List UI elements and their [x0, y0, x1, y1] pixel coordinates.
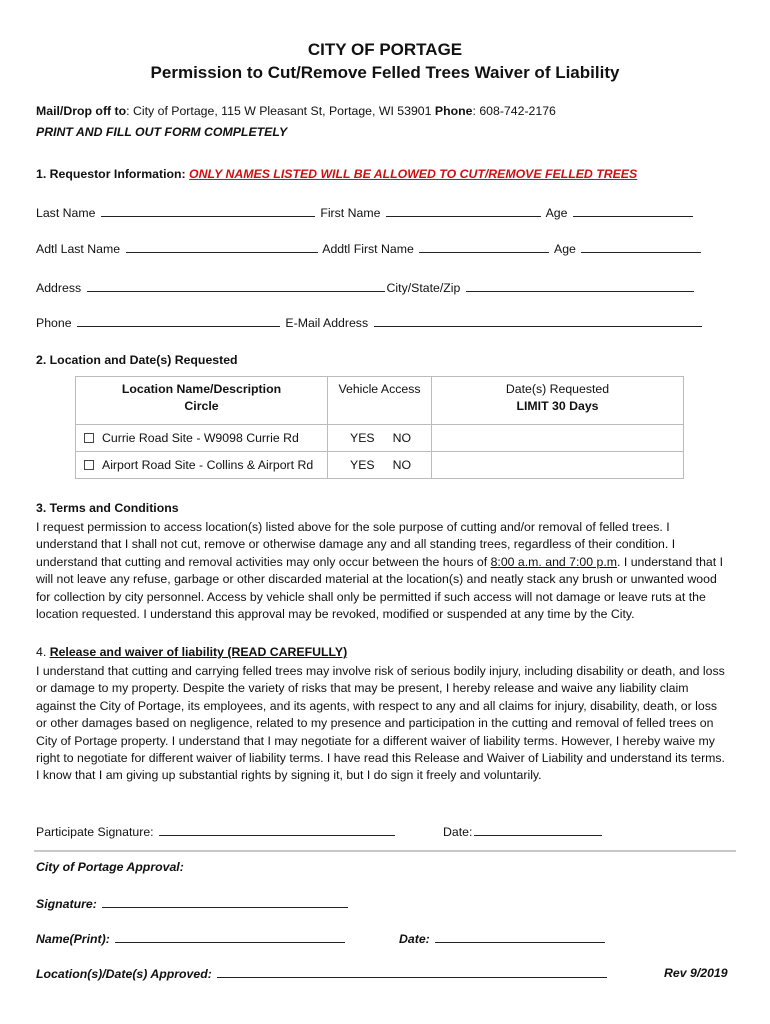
addtl-first-name-label: Addtl First Name	[322, 242, 414, 256]
mail-address: : City of Portage, 115 W Pleasant St, Portage, WI 53901	[126, 104, 432, 118]
release-line: I understand that cutting and carrying felled trees may involve risk of serious bodily injury, including disability or death, and loss	[36, 664, 725, 678]
vehicle-cell	[328, 452, 432, 479]
terms-line: understand that I shall not cut, remove or otherwise damage any and all standing trees, regardless of their condition. I	[36, 537, 676, 552]
col-location-circle: Circle	[184, 399, 219, 413]
section4-heading-line	[36, 645, 347, 659]
participant-signature-row	[36, 824, 397, 839]
release-line: right to negotiate for different waiver of liability terms. I have read this Release and Waiver of Liability and understand its terms.	[36, 751, 725, 766]
dates-cell[interactable]	[432, 452, 684, 479]
divider	[34, 850, 736, 852]
first-name-field[interactable]	[386, 205, 541, 217]
participant-date-row	[443, 824, 604, 839]
table-row	[76, 425, 684, 452]
col-location-header	[76, 377, 328, 425]
addtl-last-name-field[interactable]	[126, 241, 318, 253]
phone-label: Phone	[434, 104, 473, 118]
location-table	[75, 376, 684, 479]
location-cell	[76, 452, 328, 479]
mail-line	[36, 104, 556, 118]
page-title: CITY OF PORTAGE	[307, 40, 463, 59]
vehicle-no[interactable]: NO	[392, 458, 412, 472]
terms-line: will not leave any refuse, garbage or other discarded material at the location(s) and neatly stack any brush or unwanted wood	[36, 572, 717, 587]
address-label: Address	[36, 281, 82, 295]
vehicle-yes[interactable]: YES	[350, 458, 375, 472]
terms-line: for collection by city personnel. Access by vehicle shall only be permitted if such access will not damage or leave ruts at the	[36, 589, 706, 604]
release-line: or other damages based on negligence, related to my presence and participation in the cutting and removal of felled trees on	[36, 716, 714, 731]
vehicle-cell	[328, 425, 432, 452]
approval-locations-label: Location(s)/Date(s) Approved:	[36, 967, 212, 981]
terms-line: location requested. I understand this approval may be revoked, modified or suspended at any time by the City.	[36, 607, 635, 622]
location-cell	[76, 425, 328, 452]
row-address	[36, 280, 696, 295]
participant-date-field[interactable]	[474, 824, 602, 836]
addtl-first-name-field[interactable]	[419, 241, 549, 253]
email-field[interactable]	[374, 315, 702, 327]
terms-text: . I understand that I	[617, 554, 723, 569]
age-field[interactable]	[573, 205, 693, 217]
approval-date-row	[399, 931, 607, 946]
approval-name-row	[36, 931, 347, 946]
col-dates-header	[432, 377, 684, 425]
approval-signature-field[interactable]	[102, 896, 348, 908]
section3-heading: 3. Terms and Conditions	[36, 501, 179, 515]
approval-name-field[interactable]	[115, 931, 345, 943]
col-dates-title: Date(s) Requested	[505, 382, 610, 396]
row-addtl-names	[36, 241, 703, 256]
dates-cell[interactable]	[432, 425, 684, 452]
approval-signature-label: Signature:	[36, 897, 97, 911]
section2-heading: 2. Location and Date(s) Requested	[36, 353, 238, 367]
participant-signature-label: Participate Signature:	[36, 825, 154, 839]
revision-label: Rev 9/2019	[664, 966, 728, 980]
participant-date-label: Date:	[443, 825, 473, 839]
section1-heading: 1. Requestor Information:	[36, 167, 186, 181]
terms-paragraph	[36, 519, 736, 623]
approval-heading: City of Portage Approval:	[36, 860, 184, 874]
section1-heading-line	[36, 167, 637, 181]
release-line: against the City of Portage, its employees, and its agents, with respect to any and all claims for injury, disability, death, or loss	[36, 698, 717, 713]
col-dates-limit: LIMIT 30 Days	[516, 399, 599, 413]
participant-signature-field[interactable]	[159, 824, 395, 836]
age2-label: Age	[554, 242, 576, 256]
terms-hours: 8:00 a.m. and 7:00 p.m	[490, 554, 618, 569]
location-name: Airport Road Site - Collins & Airport Rd	[102, 458, 314, 472]
section4-number: 4.	[36, 645, 47, 659]
addtl-last-name-label: Adtl Last Name	[36, 242, 121, 256]
release-paragraph	[36, 663, 736, 785]
approval-locations-field[interactable]	[217, 966, 607, 978]
last-name-label: Last Name	[36, 206, 96, 220]
approval-signature-row	[36, 896, 350, 911]
first-name-label: First Name	[320, 206, 381, 220]
mail-label: Mail/Drop off to	[36, 104, 127, 118]
phone-value: : 608-742-2176	[472, 104, 556, 118]
table-row	[76, 452, 684, 479]
last-name-field[interactable]	[101, 205, 315, 217]
address-field[interactable]	[87, 280, 385, 292]
city-state-zip-field[interactable]	[466, 280, 694, 292]
table-header-row	[76, 377, 684, 425]
terms-text: understand that cutting and removal activities may only occur between the hours of	[36, 554, 491, 569]
vehicle-no[interactable]: NO	[392, 431, 412, 445]
release-line: City of Portage property. I understand that I may negotiate for a different waiver of liability terms. However, I hereby waive my	[36, 733, 715, 748]
col-location-title: Location Name/Description	[121, 382, 282, 396]
location-checkbox[interactable]	[84, 433, 94, 443]
age-label: Age	[545, 206, 568, 220]
section4-heading: Release and waiver of liability (READ CAREFULLY)	[49, 645, 348, 659]
approval-locations-row	[36, 966, 609, 981]
city-state-zip-label: City/State/Zip	[386, 281, 461, 295]
terms-line	[36, 554, 736, 571]
age2-field[interactable]	[581, 241, 701, 253]
instruction: PRINT AND FILL OUT FORM COMPLETELY	[36, 125, 288, 139]
location-checkbox[interactable]	[84, 460, 94, 470]
terms-line: I request permission to access location(s) listed above for the sole purpose of cutting and/or removal of felled trees. I	[36, 520, 670, 534]
release-line: I know that I am giving up substantial rights by signing it, but I do sign it freely and voluntarily.	[36, 768, 542, 783]
approval-date-label: Date:	[399, 932, 430, 946]
location-name: Currie Road Site - W9098 Currie Rd	[102, 431, 299, 445]
section1-warning: ONLY NAMES LISTED WILL BE ALLOWED TO CUT/REMOVE FELLED TREES	[189, 167, 638, 181]
vehicle-yes[interactable]: YES	[350, 431, 375, 445]
email-label: E-Mail Address	[285, 316, 369, 330]
col-vehicle-header: Vehicle Access	[328, 377, 432, 425]
row-names	[36, 205, 695, 220]
page-subtitle: Permission to Cut/Remove Felled Trees Waiver of Liability	[150, 63, 620, 82]
phone-field[interactable]	[77, 315, 280, 327]
phone-field-label: Phone	[36, 316, 72, 330]
approval-date-field[interactable]	[435, 931, 605, 943]
release-line: or damage to my property. Despite the variety of risks that may be present, I hereby release and waive any liability claim	[36, 681, 689, 696]
approval-name-label: Name(Print):	[36, 932, 110, 946]
row-contact	[36, 315, 704, 330]
